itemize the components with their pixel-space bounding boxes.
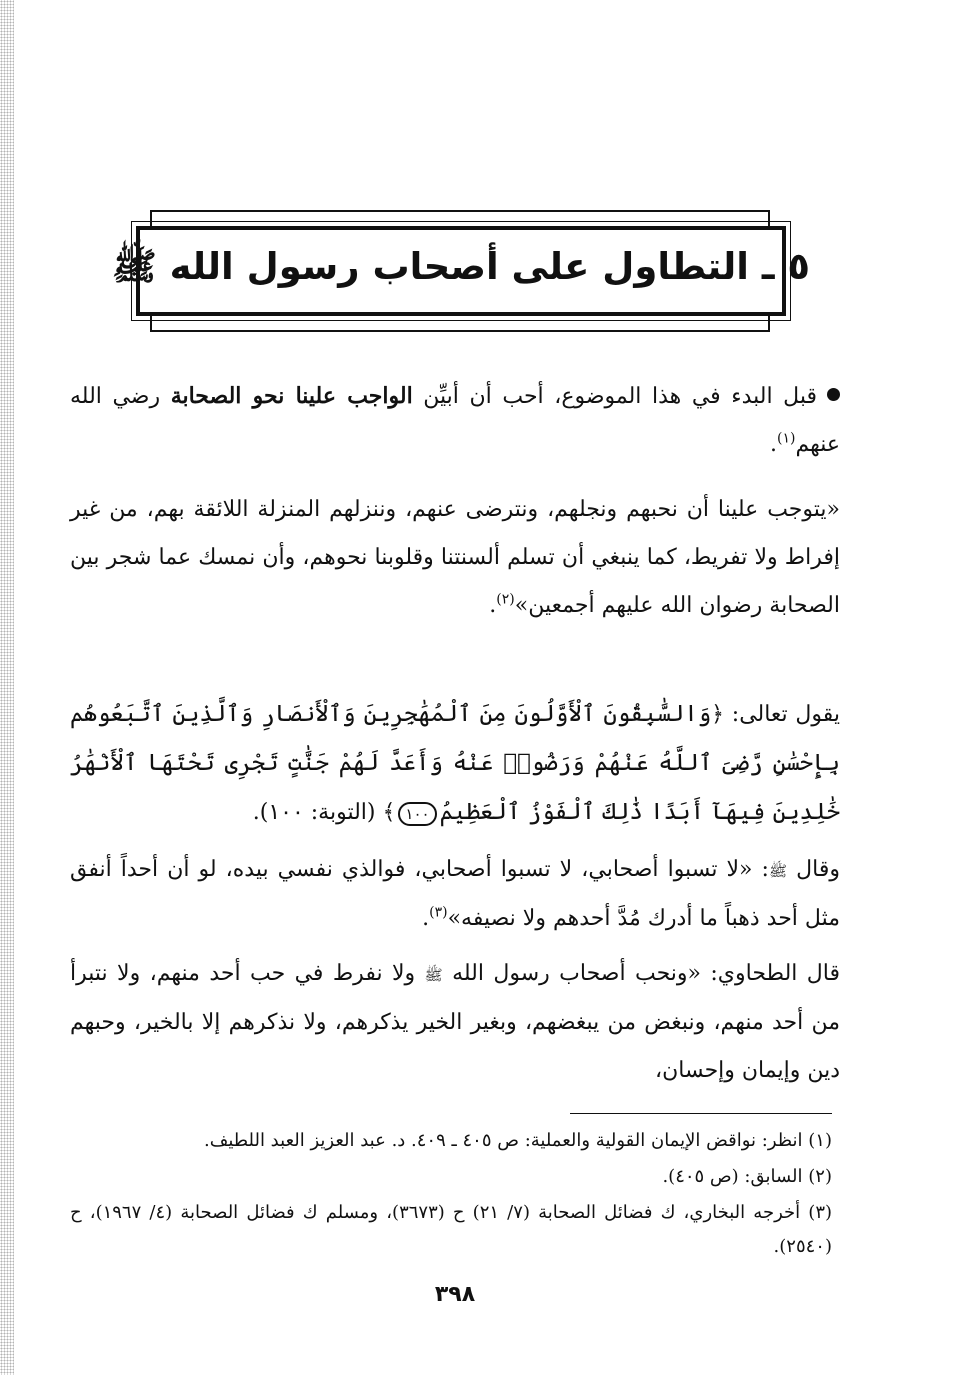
tahawi-intro: قال الطحاوي: «ونحب أصحاب رسول الله — [442, 961, 841, 986]
chapter-title: ٥ ـ التطاول على أصحاب رسول الله ﷺ — [112, 245, 810, 288]
title-box — [112, 226, 810, 316]
intro-paragraph — [70, 372, 840, 469]
verse-open-bracket: ﴿ — [711, 702, 725, 727]
scan-edge-texture — [0, 0, 14, 1375]
pbuh-symbol: ﷺ — [768, 862, 788, 880]
quote-text: «يتوجب علينا أن نحبهم ونجلهم، ونترضى عنهم، وننزلهم المنزلة اللائقة بهم، من غير إفراط ولا تفريط، كما ينبغي أن تسلم ألسنتنا وقلوبنا نحوهم، وأن نمسك عما شجر بين الصحابة رضوان الله عليهم أجمعين» — [70, 497, 840, 618]
footnote-ref-2: (٢) — [496, 591, 515, 608]
tahawi-text: ولا نفرط في حب أحد منهم، ولا نتبرأ من أحد منهم، ونبغض من يبغضهم، وبغير الخير يذكرهم، ولا نذكرهم إلا بالخير، وحبهم دين وإيمان وإحسان، — [70, 961, 840, 1083]
hadith-period: . — [422, 906, 430, 931]
footnote-separator — [570, 1113, 832, 1114]
intro-text-end: رضي الله عنهم — [70, 384, 840, 457]
quote-period: . — [489, 593, 497, 618]
chapter-title-frame — [112, 210, 810, 334]
footnote-ref-1: (١) — [776, 430, 796, 447]
verse-close-bracket: ﴾ — [382, 800, 396, 825]
intro-bold-text: الواجب علينا نحو الصحابة — [170, 383, 413, 409]
footnote-1: (١) انظر: نواقض الإيمان القولية والعملية: ص ٤٠٥ ـ ٤٠٩. د. عبد العزيز العبد اللطيف. — [203, 1130, 832, 1151]
quote-paragraph — [70, 486, 840, 630]
tahawi-paragraph — [70, 950, 840, 1095]
verse-reference: (التوبة: ١٠٠). — [252, 800, 383, 825]
verse-paragraph — [70, 690, 840, 837]
pbuh-symbol: ﷺ — [424, 966, 443, 984]
footnote-3: (٣) أخرجه البخاري، ك فضائل الصحابة (٧/ ٢١) ح (٣٦٧٣)، ومسلم ك فضائل الصحابة (٤/ ١٩٦٧)، ح (٢٥٤٠). — [70, 1202, 833, 1257]
page-number: ٣٩٨ — [434, 1282, 476, 1307]
book-page — [70, 0, 840, 1375]
bullet-icon — [827, 388, 840, 401]
intro-period: . — [769, 432, 777, 457]
footnote-2: (٢) السابق: (ص ٤٠٥). — [662, 1166, 832, 1187]
hadith-text: : «لا تسبوا أصحابي، لا تسبوا أصحابي، فوالذي نفسي بيده، لو أن أحداً أنفق مثل أحد ذهباً ما أدرك مُدَّ أحدهم ولا نصيفه» — [70, 857, 840, 931]
hadith-intro: وقال — [787, 857, 840, 882]
hadith-paragraph — [70, 846, 840, 943]
verse-text: وَالسَّٰبِقُونَ ٱلْأَوَّلُونَ مِنَ ٱلْمُهَٰجِرِينَ وَٱلْأَنصَارِ وَٱلَّذِينَ ٱتَّبَعُوهُم بِإِحْسَٰنٍ رَّضِىَ ٱللَّهُ عَنْهُمْ وَرَضُوا۟ عَنْهُ وَأَعَدَّ لَهُمْ جَنَّٰتٍ تَجْرِى تَحْتَهَا ٱلْأَنْهَٰرُ خَٰلِدِينَ فِيهَآ أَبَدًا ذَٰلِكَ ٱلْفَوْزُ ٱلْعَظِيمُ — [70, 701, 840, 825]
footnote-ref-3: (٣) — [429, 904, 448, 921]
intro-text-start: قبل البدء في هذا الموضوع، أحب أن أبيِّن — [412, 384, 817, 409]
verse-intro: يقول تعالى: — [724, 702, 840, 727]
ayah-number-marker: ١٠٠ — [398, 802, 436, 826]
